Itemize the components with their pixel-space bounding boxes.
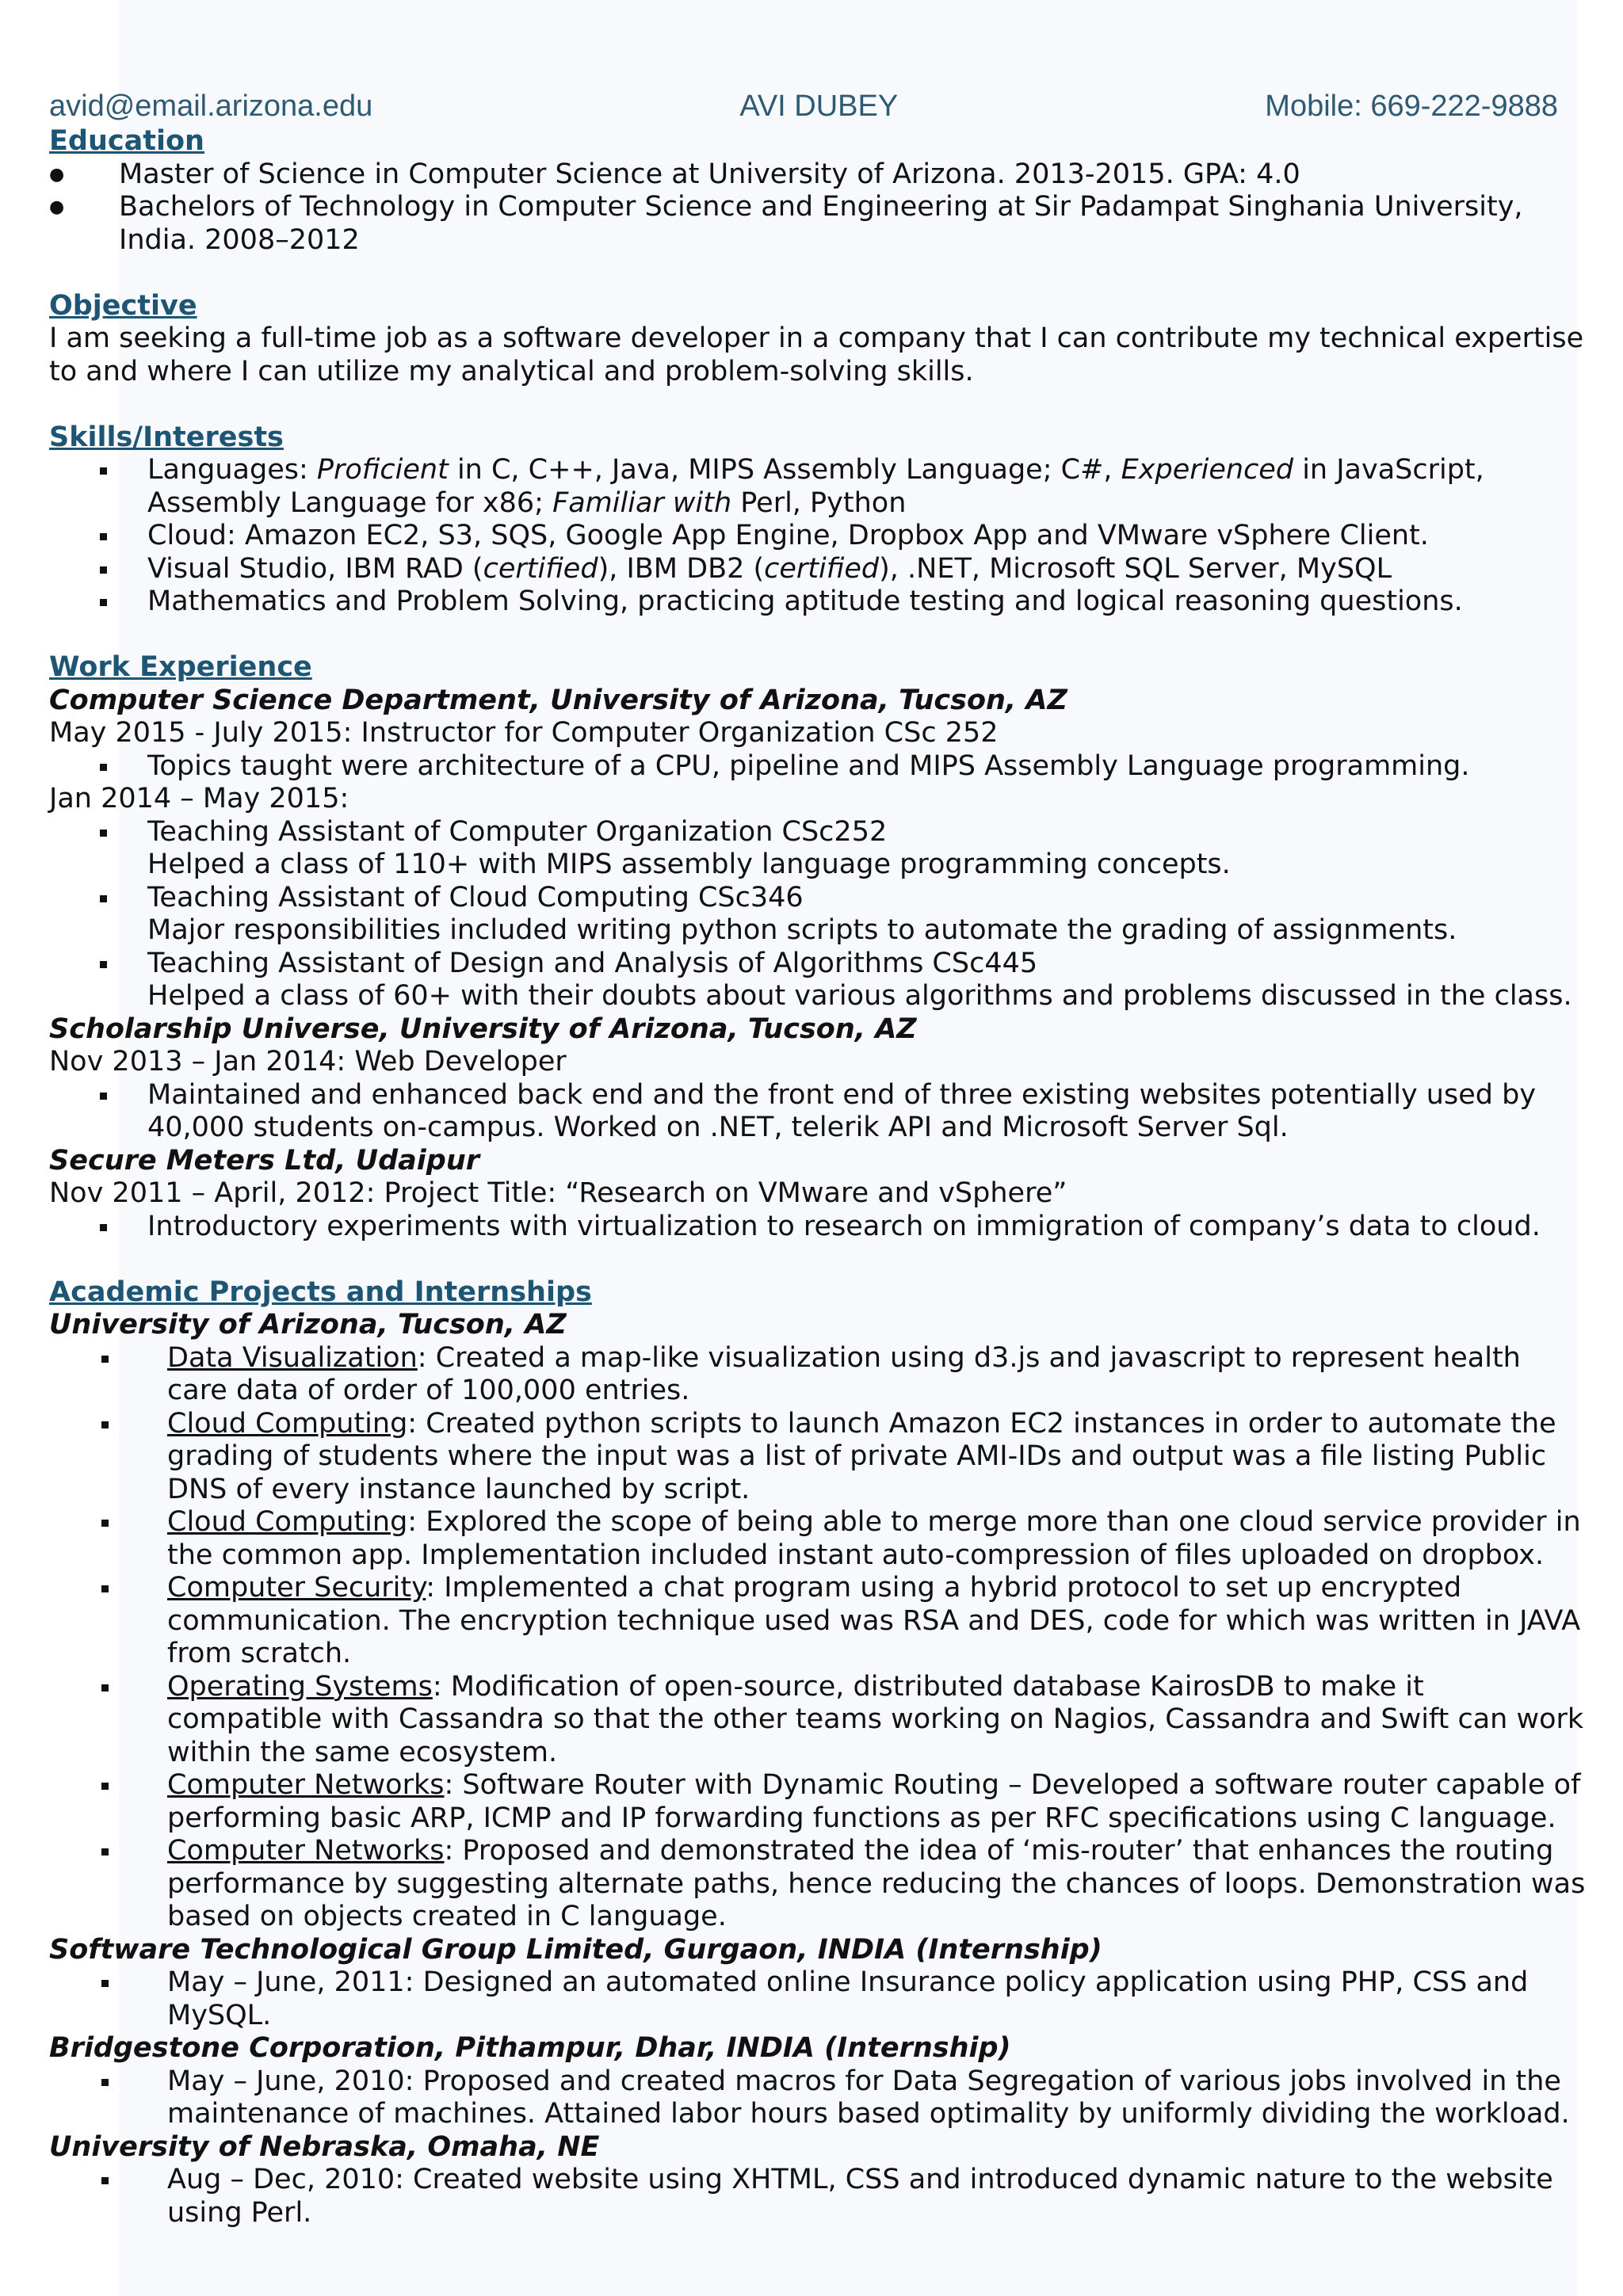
projects-org-heading: University of Arizona, Tucson, AZ xyxy=(49,1309,567,1341)
languages-label: Languages: xyxy=(147,454,317,486)
work-item: Introductory experiments with virtualization to research on immigration of company’s data to cloud. xyxy=(49,1211,1587,1244)
internship-item: May – June, 2011: Designed an automated online Insurance policy application using PHP, CSS and MySQL. xyxy=(49,1966,1587,2032)
projects-org-heading: University of Nebraska, Omaha, NE xyxy=(49,2130,600,2163)
work-list xyxy=(49,750,1587,784)
ta-description: Major responsibilities included writing python scripts to automate the grading of assignments. xyxy=(147,914,1457,946)
objective-section xyxy=(49,290,1587,389)
internship-list xyxy=(49,2065,1587,2131)
tools-text: ), IBM DB2 ( xyxy=(598,552,765,585)
education-heading: Education xyxy=(49,125,204,157)
work-role: Jan 2014 – May 2015: xyxy=(49,783,349,814)
project-item xyxy=(49,1342,1587,1408)
ta-item xyxy=(49,816,1587,882)
mobile-number: Mobile: 669-222-9888 xyxy=(1265,90,1558,123)
work-list xyxy=(49,1079,1587,1145)
work-org-heading: Secure Meters Ltd, Udaipur xyxy=(49,1144,479,1177)
project-description: : Created a map-like visualization using d3.js and javascript to represent health care data of order of 100,000 entries. xyxy=(167,1341,1521,1406)
tools-text: Visual Studio, IBM RAD ( xyxy=(147,552,483,585)
skills-tools-item xyxy=(49,553,1587,586)
familiar-languages: Perl, Python xyxy=(731,486,907,519)
skills-languages-item xyxy=(49,454,1587,520)
experienced-label: Experienced xyxy=(1121,454,1294,486)
objective-heading: Objective xyxy=(49,289,197,322)
proficient-languages: in C, C++, Java, MIPS Assembly Language; C#, xyxy=(448,454,1121,486)
skills-cloud-item: Cloud: Amazon EC2, S3, SQS, Google App Engine, Dropbox App and VMware vSphere Client. xyxy=(49,520,1587,553)
ta-item xyxy=(49,882,1587,948)
internship-list xyxy=(49,2164,1587,2229)
skills-heading: Skills/Interests xyxy=(49,421,284,453)
project-item xyxy=(49,1408,1587,1507)
work-role: Nov 2013 – Jan 2014: Web Developer xyxy=(49,1046,567,1077)
work-heading: Work Experience xyxy=(49,651,312,683)
education-item: ● Bachelors of Technology in Computer Science and Engineering at Sir Padampat Singhania University, India. 2008–2012 xyxy=(49,191,1587,257)
internship-list xyxy=(49,1966,1587,2032)
project-description: : Created python scripts to launch Amazon EC2 instances in order to automate the grading of students where the input was a list of private AMI-IDs and output was a file listing Public DNS of every instance launched by script. xyxy=(167,1407,1556,1505)
projects-section xyxy=(49,1276,1587,2230)
project-topic: Cloud Computing xyxy=(167,1506,408,1538)
project-topic: Data Visualization xyxy=(167,1341,418,1374)
internship-item: May – June, 2010: Proposed and created macros for Data Segregation of various jobs involved in the maintenance of machines. Attained labor hours based optimality by uniformly dividing the workload. xyxy=(49,2065,1587,2131)
skills-list xyxy=(49,454,1587,619)
ta-title: Teaching Assistant of Cloud Computing CSc346 xyxy=(147,881,804,913)
ta-title: Teaching Assistant of Design and Analysis of Algorithms CSc445 xyxy=(147,947,1038,979)
work-role: May 2015 - July 2015: Instructor for Computer Organization CSc 252 xyxy=(49,717,999,749)
ta-list xyxy=(49,816,1587,1013)
project-item xyxy=(49,1506,1587,1572)
project-description: : Explored the scope of being able to merge more than one cloud service provider in the common app. Implementation included instant auto-compression of files uploaded on dropbox. xyxy=(167,1506,1581,1571)
project-topic: Operating Systems xyxy=(167,1670,433,1703)
work-item: Maintained and enhanced back end and the front end of three existing websites potentially used by 40,000 students on-campus. Worked on .NET, telerik API and Microsoft Server Sql. xyxy=(49,1079,1587,1145)
tools-text: ), .NET, Microsoft SQL Server, MySQL xyxy=(879,552,1392,585)
work-list xyxy=(49,1211,1587,1244)
projects-org-heading: Bridgestone Corporation, Pithampur, Dhar, INDIA (Internship) xyxy=(49,2032,1011,2064)
work-item: Topics taught were architecture of a CPU, pipeline and MIPS Assembly Language programming. xyxy=(49,750,1587,784)
work-section xyxy=(49,651,1587,1243)
experienced-languages: in JavaScript, Assembly Language for x86; xyxy=(147,454,1484,519)
proficient-label: Proficient xyxy=(316,454,449,486)
projects-heading: Academic Projects and Internships xyxy=(49,1276,592,1308)
contact-header xyxy=(49,87,1587,125)
project-description: : Software Router with Dynamic Routing – Developed a software router capable of performing basic ARP, ICMP and IP forwarding functions as per RFC specifications using C language. xyxy=(167,1769,1581,1834)
projects-list xyxy=(49,1342,1587,1934)
work-role: Nov 2011 – April, 2012: Project Title: “Research on VMware and vSphere” xyxy=(49,1177,1067,1209)
education-section xyxy=(49,125,1587,257)
ta-title: Teaching Assistant of Computer Organization CSc252 xyxy=(147,815,888,848)
ta-description: Helped a class of 110+ with MIPS assembly language programming concepts. xyxy=(147,849,1231,880)
projects-org-heading: Software Technological Group Limited, Gurgaon, INDIA (Internship) xyxy=(49,1933,1102,1966)
project-topic: Computer Networks xyxy=(167,1835,445,1867)
ta-description: Helped a class of 60+ with their doubts about various algorithms and problems discussed in the class. xyxy=(147,980,1572,1012)
project-item xyxy=(49,1671,1587,1770)
project-topic: Cloud Computing xyxy=(167,1407,408,1440)
internship-item: Aug – Dec, 2010: Created website using XHTML, CSS and introduced dynamic nature to the website using Perl. xyxy=(49,2164,1587,2229)
familiar-label: Familiar with xyxy=(552,486,732,519)
project-topic: Computer Security xyxy=(167,1572,426,1604)
objective-text: I am seeking a full-time job as a software developer in a company that I can contribute my technical expertise to and where I can utilize my analytical and problem-solving skills. xyxy=(49,322,1584,387)
education-item: ● Master of Science in Computer Science at University of Arizona. 2013-2015. GPA: 4.0 xyxy=(49,158,1587,192)
email-link[interactable]: avid@email.arizona.edu xyxy=(49,90,373,123)
skills-math-item: Mathematics and Problem Solving, practicing aptitude testing and logical reasoning questions. xyxy=(49,585,1587,619)
project-topic: Computer Networks xyxy=(167,1769,445,1801)
work-org-heading: Scholarship Universe, University of Arizona, Tucson, AZ xyxy=(49,1013,917,1045)
project-item xyxy=(49,1835,1587,1934)
resume-content xyxy=(49,87,1587,2229)
certified-label: certified xyxy=(764,552,880,585)
project-description: : Modification of open-source, distributed database KairosDB to make it compatible with Cassandra so that the other teams working on Nagios, Cassandra and Swift can work within the same ecosystem. xyxy=(167,1670,1584,1768)
project-item xyxy=(49,1769,1587,1835)
certified-label: certified xyxy=(483,552,598,585)
project-item xyxy=(49,1572,1587,1671)
skills-section xyxy=(49,421,1587,619)
work-org-heading: Computer Science Department, University of Arizona, Tucson, AZ xyxy=(49,684,1067,716)
project-description: : Proposed and demonstrated the idea of ‘mis-router’ that enhances the routing performance by suggesting alternate paths, hence reducing the chances of loops. Demonstration was based on objects created in C language. xyxy=(167,1835,1586,1932)
ta-item xyxy=(49,948,1587,1013)
candidate-name: AVI DUBEY xyxy=(739,90,899,123)
education-list xyxy=(49,158,1587,257)
project-description: : Implemented a chat program using a hybrid protocol to set up encrypted communication. The encryption technique used was RSA and DES, code for which was written in JAVA from scratch. xyxy=(167,1572,1581,1669)
